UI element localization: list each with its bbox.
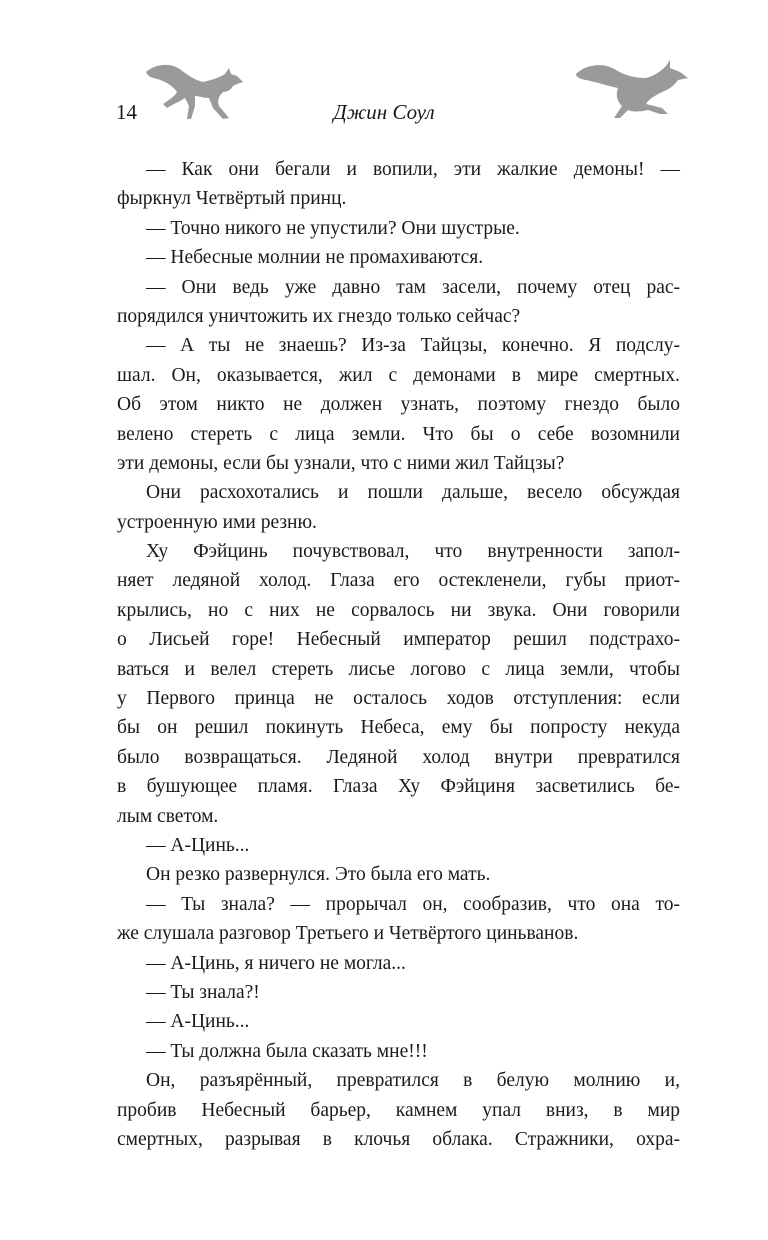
running-head-author: Джин Соул [333, 100, 435, 124]
text-line: — Ты знала? — прорычал он, сообразив, что она то- [146, 893, 680, 915]
text-line: бы он решил покинуть Небеса, ему бы попросту некуда [117, 717, 680, 739]
text-line: — Они ведь уже давно там засели, почему отец рас- [146, 276, 680, 298]
text-line: Об этом никто не должен узнать, поэтому гнездо было [117, 394, 680, 416]
text-line: Ху Фэйцинь почувствовал, что внутренности запол- [146, 541, 680, 563]
text-line: — А-Цинь... [146, 834, 250, 856]
text-line: Он резко развернулся. Это была его мать. [146, 864, 491, 886]
text-line: было возвращаться. Ледяной холод внутри превратился [117, 746, 680, 768]
text-line: велено стереть с лица земли. Что бы о себе возомнили [117, 423, 680, 445]
text-line: крылись, но с них не сорвалось ни звука. Они говорили [117, 599, 680, 621]
text-line: фыркнул Четвёртый принц. [117, 188, 347, 210]
text-line: у Первого принца не осталось ходов отступления: если [117, 688, 680, 710]
text-line: — А ты не знаешь? Из-за Тайцзы, конечно. Я подслу- [146, 335, 680, 357]
text-line: — А-Цинь... [146, 1011, 250, 1033]
text-line: лым светом. [117, 805, 219, 827]
text-line: в бушующее пламя. Глаза Ху Фэйциня засветились бе- [117, 776, 680, 798]
text-line: — Как они бегали и вопили, эти жалкие демоны! — [146, 159, 680, 180]
text-line: — Небесные молнии не промахиваются. [146, 247, 484, 269]
text-line: устроенную ими резню. [117, 511, 317, 533]
text-line: — А-Цинь, я ничего не могла... [146, 952, 406, 974]
text-line: няет ледяной холод. Глаза его остекленели, губы приот- [117, 570, 680, 592]
text-line: шал. Он, оказывается, жил с демонами в мире смертных. [117, 364, 680, 386]
text-line: Он, разъярённый, превратился в белую молнию и, [146, 1070, 680, 1092]
text-line: эти демоны, если бы узнали, что с ними жил Тайцзы? [117, 452, 565, 474]
text-line: — Точно никого не упустили? Они шустрые. [146, 217, 520, 239]
page-number: 14 [116, 100, 137, 124]
text-line: Они расхохотались и пошли дальше, весело обсуждая [146, 482, 680, 504]
text-line: о Лисьей горе! Небесный император решил подстрахо- [117, 629, 680, 651]
text-line: ваться и велел стереть лисье логово с лица земли, чтобы [117, 658, 680, 680]
text-line: — Ты знала?! [146, 981, 260, 1003]
text-line: смертных, разрывая в клочья облака. Стражники, охра- [117, 1128, 680, 1150]
text-line: — Ты должна была сказать мне!!! [146, 1040, 428, 1062]
text-line: пробив Небесный барьер, камнем упал вниз, в мир [117, 1099, 680, 1121]
text-line: же слушала разговор Третьего и Четвёртого циньванов. [117, 923, 579, 945]
body-text [117, 155, 680, 1154]
text-line: порядился уничтожить их гнездо только сейчас? [117, 305, 521, 327]
